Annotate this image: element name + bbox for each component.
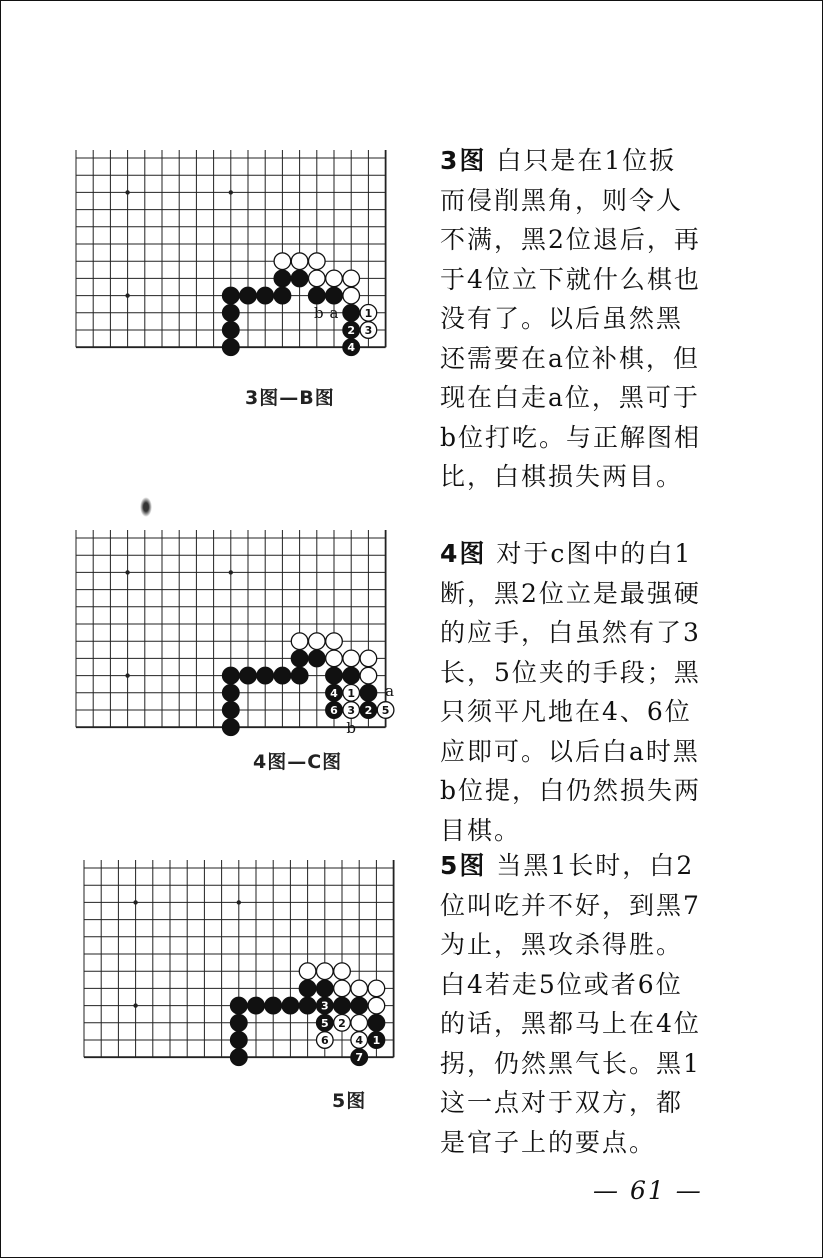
board-label: a xyxy=(329,303,339,322)
white-stone xyxy=(299,963,316,980)
white-stone xyxy=(309,253,326,270)
black-stone xyxy=(231,997,248,1014)
black-stone xyxy=(343,305,360,322)
star-point xyxy=(133,1003,137,1007)
white-stone xyxy=(291,253,308,270)
black-stone xyxy=(223,667,240,684)
black-stone xyxy=(291,667,308,684)
paragraph-figure-5: 当黑1长时，白2位叫吃并不好，到黑7为止，黑攻杀得胜。白4若走5位或者6位的话，黑都马上在4位拐，仍然黑气长。黑1这一点对于双方，都是官子上的要点。 xyxy=(440,851,701,1157)
black-stone xyxy=(334,997,351,1014)
star-point xyxy=(237,900,241,904)
black-stone xyxy=(274,287,291,304)
black-stone xyxy=(343,667,360,684)
caption-figure-4: 4图—C图 xyxy=(253,751,343,773)
move-number: 4 xyxy=(330,686,338,700)
move-number: 1 xyxy=(347,686,356,700)
black-stone xyxy=(299,980,316,997)
paragraph-figure-3: 白只是在1位扳而侵削黑角，则令人不满，黑2位退后，再于4位立下就什么棋也没有了。以后虽然黑还需要在a位补棋，但现在白走a位，黑可于b位打吃。与正解图相比，白棋损失两目。 xyxy=(440,146,702,491)
move-number: 4 xyxy=(355,1034,364,1047)
white-stone xyxy=(351,1015,368,1032)
black-stone xyxy=(309,287,326,304)
paragraph-figure-4: 对于c图中的白1断，黑2位立是最强硬的应手，白虽然有了3长，5位夹的手段；黑只须平凡地在4、6位应即可。以后白a时黑b位提，白仍然损失两目棋。 xyxy=(440,539,702,845)
black-stone xyxy=(317,980,334,997)
star-point xyxy=(229,190,233,194)
black-stone xyxy=(231,1015,248,1032)
black-stone xyxy=(240,287,257,304)
white-stone xyxy=(334,963,351,980)
star-point xyxy=(125,570,129,574)
star-point xyxy=(125,190,129,194)
ink-smudge xyxy=(140,497,152,517)
board-label: a xyxy=(385,681,395,700)
white-stone xyxy=(334,980,351,997)
go-board-figure-3 xyxy=(72,150,412,365)
black-stone xyxy=(223,719,240,736)
black-stone xyxy=(248,997,265,1014)
move-number: 5 xyxy=(320,1016,329,1030)
white-stone xyxy=(351,980,368,997)
go-board-figure-4 xyxy=(72,530,412,745)
go-board-figure-5 xyxy=(80,860,420,1075)
move-number: 6 xyxy=(330,704,338,717)
move-number: 1 xyxy=(364,306,373,320)
caption-figure-5: 5图 xyxy=(332,1090,367,1112)
star-point xyxy=(229,570,233,574)
move-number: 2 xyxy=(338,1016,346,1030)
white-stone xyxy=(309,633,326,650)
black-stone xyxy=(351,997,368,1014)
white-stone xyxy=(368,997,385,1014)
black-stone xyxy=(309,650,326,667)
star-point xyxy=(133,900,137,904)
caption-figure-3: 3图—B图 xyxy=(245,387,335,409)
move-number: 3 xyxy=(320,999,329,1013)
white-stone xyxy=(360,667,377,684)
black-stone xyxy=(326,667,343,684)
move-number: 7 xyxy=(355,1051,364,1065)
black-stone xyxy=(360,685,377,702)
black-stone xyxy=(231,1049,248,1066)
move-number: 5 xyxy=(381,704,390,717)
black-stone xyxy=(223,322,240,339)
black-stone xyxy=(240,667,257,684)
move-number: 6 xyxy=(320,1034,329,1047)
white-stone xyxy=(360,650,377,667)
star-point xyxy=(125,293,129,297)
white-stone xyxy=(326,650,343,667)
move-number: 3 xyxy=(364,324,373,337)
black-stone xyxy=(223,685,240,702)
black-stone xyxy=(274,270,291,287)
white-stone xyxy=(343,287,360,304)
black-stone xyxy=(223,305,240,322)
move-number: 3 xyxy=(347,704,356,717)
move-number: 4 xyxy=(347,341,356,355)
move-number: 2 xyxy=(347,324,356,337)
black-stone xyxy=(265,997,282,1014)
black-stone xyxy=(299,997,316,1014)
white-stone xyxy=(343,270,360,287)
text-label-figure-5: 5图 xyxy=(440,851,487,880)
black-stone xyxy=(231,1032,248,1049)
text-label-figure-4: 4图 xyxy=(440,539,487,568)
text-figure-3 xyxy=(440,141,702,497)
black-stone xyxy=(291,270,308,287)
move-number: 2 xyxy=(364,704,373,717)
white-stone xyxy=(326,633,343,650)
black-stone xyxy=(368,1015,385,1032)
white-stone xyxy=(326,270,343,287)
black-stone xyxy=(257,287,274,304)
star-point xyxy=(125,673,129,677)
board-label: b xyxy=(346,719,357,738)
black-stone xyxy=(223,702,240,719)
white-stone xyxy=(309,270,326,287)
black-stone xyxy=(326,287,343,304)
black-stone xyxy=(223,287,240,304)
white-stone xyxy=(274,253,291,270)
white-stone xyxy=(368,980,385,997)
text-label-figure-3: 3图 xyxy=(440,146,487,175)
white-stone xyxy=(343,650,360,667)
white-stone xyxy=(317,963,334,980)
text-figure-4 xyxy=(440,534,702,850)
black-stone xyxy=(257,667,274,684)
white-stone xyxy=(291,633,308,650)
black-stone xyxy=(223,339,240,356)
move-number: 1 xyxy=(372,1034,381,1047)
page-number: — 61 — xyxy=(593,1176,703,1205)
board-label: b xyxy=(313,303,324,322)
text-figure-5 xyxy=(440,846,702,1162)
black-stone xyxy=(291,650,308,667)
black-stone xyxy=(274,667,291,684)
black-stone xyxy=(282,997,299,1014)
